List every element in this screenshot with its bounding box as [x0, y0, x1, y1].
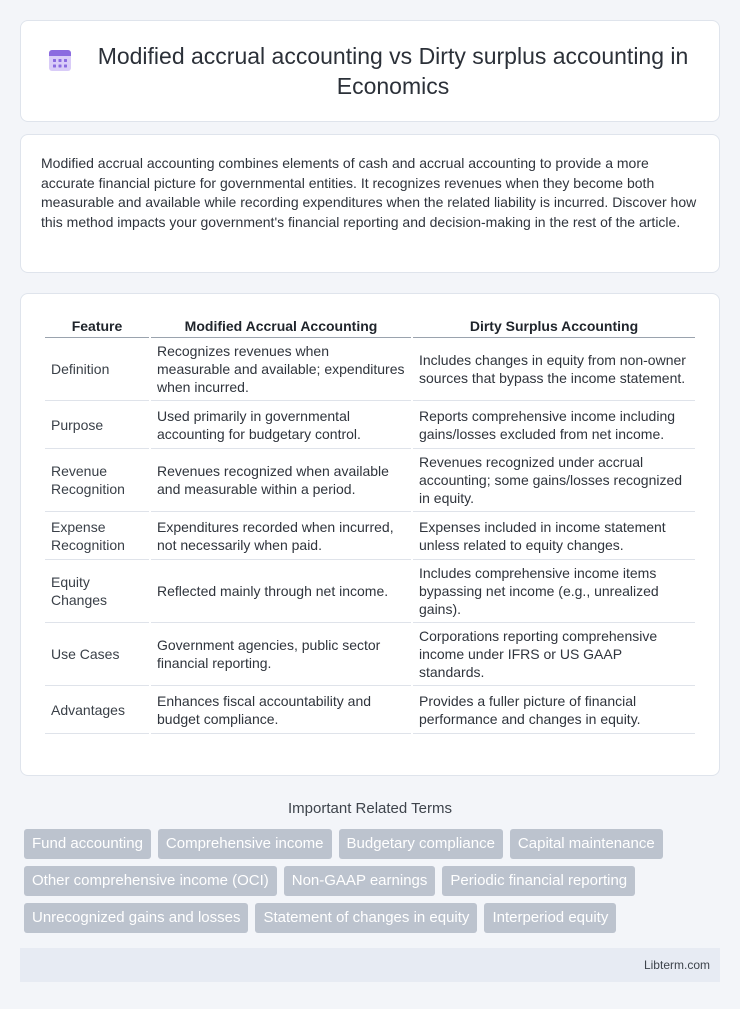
- footer: [20, 948, 720, 982]
- calendar-icon: [47, 47, 73, 73]
- related-terms-title: Important Related Terms: [288, 800, 452, 817]
- modified-cell: Government agencies, public sector financial reporting.: [151, 623, 411, 686]
- dirty-cell: Reports comprehensive income including gains/losses excluded from net income.: [413, 401, 695, 449]
- related-terms-section: [20, 800, 720, 933]
- modified-cell: Enhances fiscal accountability and budget compliance.: [151, 686, 411, 734]
- dirty-cell: Revenues recognized under accrual accounting; some gains/losses recognized in equity.: [413, 449, 695, 512]
- header-dirty-surplus: Dirty Surplus Accounting: [413, 316, 695, 338]
- header-feature: Feature: [45, 316, 149, 338]
- table-row: [45, 686, 695, 734]
- tag-fund-accounting[interactable]: Fund accounting: [24, 829, 151, 859]
- feature-cell: Revenue Recognition: [45, 449, 149, 512]
- header-modified-accrual: Modified Accrual Accounting: [151, 316, 411, 338]
- feature-cell: Definition: [45, 338, 149, 401]
- tag-non-gaap-earnings[interactable]: Non-GAAP earnings: [284, 866, 436, 896]
- tag-capital-maintenance[interactable]: Capital maintenance: [510, 829, 663, 859]
- modified-cell: Recognizes revenues when measurable and available; expenditures when incurred.: [151, 338, 411, 401]
- table-row: [45, 449, 695, 512]
- tag-interperiod-equity[interactable]: Interperiod equity: [484, 903, 616, 933]
- comparison-table: [43, 316, 697, 734]
- feature-cell: Equity Changes: [45, 560, 149, 623]
- feature-cell: Expense Recognition: [45, 512, 149, 560]
- modified-cell: Reflected mainly through net income.: [151, 560, 411, 623]
- table-row: [45, 338, 695, 401]
- tag-statement-changes-equity[interactable]: Statement of changes in equity: [255, 903, 477, 933]
- feature-cell: Use Cases: [45, 623, 149, 686]
- tag-budgetary-compliance[interactable]: Budgetary compliance: [339, 829, 503, 859]
- comparison-card: [20, 293, 720, 776]
- table-row: [45, 401, 695, 449]
- feature-cell: Purpose: [45, 401, 149, 449]
- dirty-cell: Includes changes in equity from non-owner sources that bypass the income statement.: [413, 338, 695, 401]
- tag-unrecognized-gains-losses[interactable]: Unrecognized gains and losses: [24, 903, 248, 933]
- modified-cell: Expenditures recorded when incurred, not necessarily when paid.: [151, 512, 411, 560]
- tag-comprehensive-income[interactable]: Comprehensive income: [158, 829, 332, 859]
- table-row: [45, 560, 695, 623]
- header-card: [20, 20, 720, 122]
- page-title: Modified accrual accounting vs Dirty surplus accounting in Economics: [97, 43, 689, 99]
- dirty-cell: Expenses included in income statement unless related to equity changes.: [413, 512, 695, 560]
- intro-text: Modified accrual accounting combines elements of cash and accrual accounting to provide a more accurate financial picture for governmental entities. It recognizes revenues when they become both measurable and available while recording expenditures when the related liability is incurred. Discover how this method impacts your government's financial reporting and decision-making in the rest of the article.: [41, 155, 697, 230]
- dirty-cell: Includes comprehensive income items bypassing net income (e.g., unrealized gains).: [413, 560, 695, 623]
- feature-cell: Advantages: [45, 686, 149, 734]
- footer-site-link[interactable]: Libterm.com: [643, 958, 710, 972]
- modified-cell: Used primarily in governmental accounting for budgetary control.: [151, 401, 411, 449]
- tag-periodic-financial-reporting[interactable]: Periodic financial reporting: [442, 866, 635, 896]
- intro-card: [20, 134, 720, 273]
- modified-cell: Revenues recognized when available and measurable within a period.: [151, 449, 411, 512]
- related-terms-tags: [20, 829, 720, 933]
- dirty-cell: Provides a fuller picture of financial performance and changes in equity.: [413, 686, 695, 734]
- dirty-cell: Corporations reporting comprehensive income under IFRS or US GAAP standards.: [413, 623, 695, 686]
- tag-other-comprehensive-income[interactable]: Other comprehensive income (OCI): [24, 866, 277, 896]
- table-row: [45, 512, 695, 560]
- table-header-row: [45, 316, 695, 338]
- table-row: [45, 623, 695, 686]
